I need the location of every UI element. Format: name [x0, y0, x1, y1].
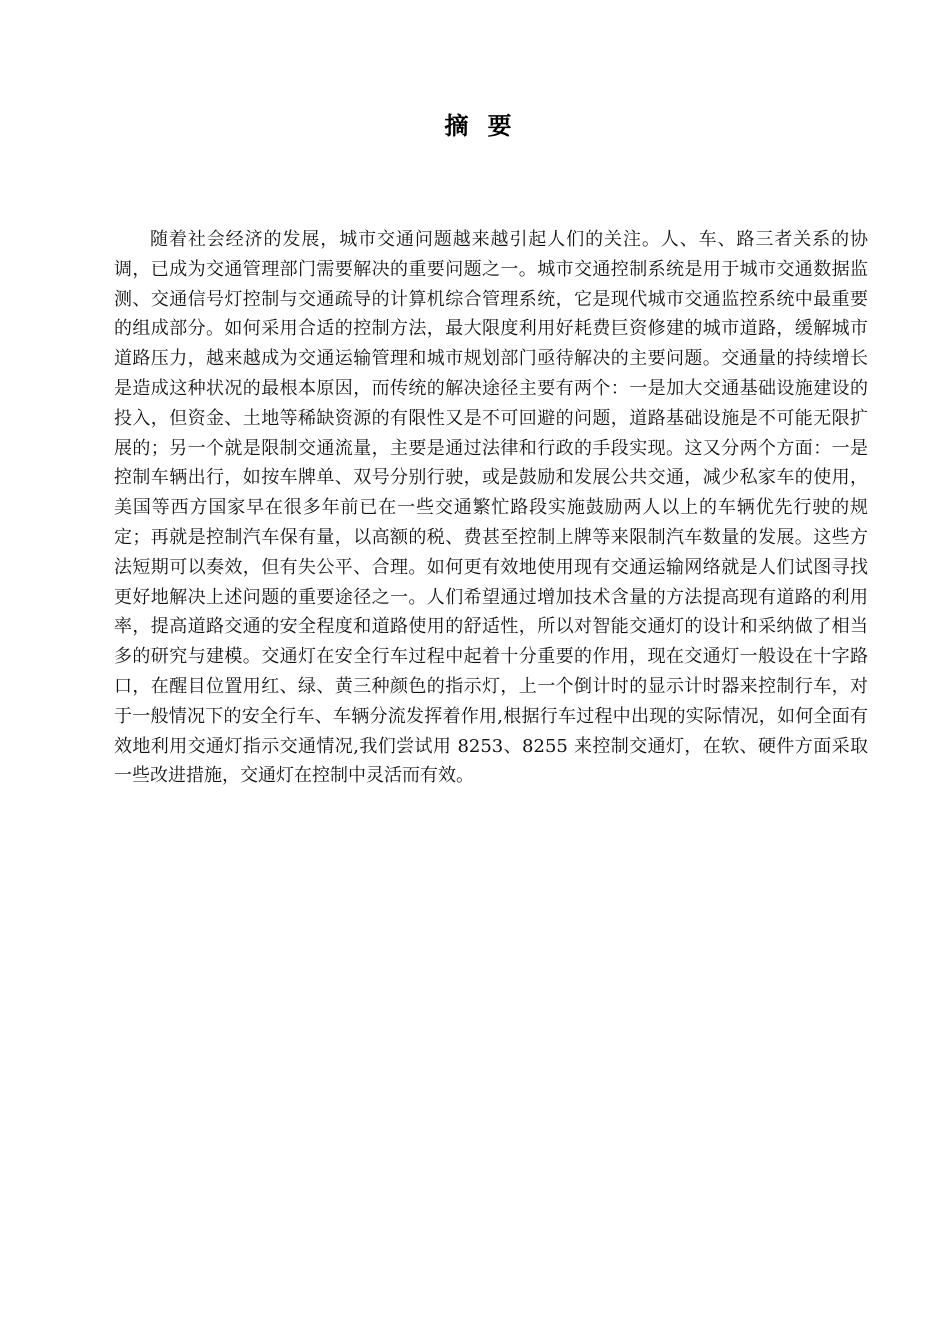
page-title: 摘要 [444, 112, 531, 140]
abstract-paragraph: 随着社会经济的发展，城市交通问题越来越引起人们的关注。人、车、路三者关系的协调，已成为交通管理部门需要解决的重要问题之一。城市交通控制系统是用于城市交通数据监测、交通信号灯控制与交通疏导的计算机综合管理系统，它是现代城市交通监控系统中最重要的组成部分。如何采用合适的控制方法，最大限度利用好耗费巨资修建的城市道路，缓解城市道路压力，越来越成为交通运输管理和城市规划部门亟待解决的主要问题。交通量的持续增长是造成这种状况的最根本原因，而传统的解决途径主要有两个：一是加大交通基础设施建设的投入，但资金、土地等稀缺资源的有限性又是不可回避的问题，道路基础设施是不可能无限扩展的；另一个就是限制交通流量，主要是通过法律和行政的手段实现。这又分两个方面：一是控制车辆出行，如按车牌单、双号分别行驶，或是鼓励和发展公共交通，减少私家车的使用，美国等西方国家早在很多年前已在一些交通繁忙路段实施鼓励两人以上的车辆优先行驶的规定；再就是控制汽车保有量，以高额的税、费甚至控制上牌等来限制汽车数量的发展。这些方法短期可以奏效，但有失公平、合理。如何更有效地使用现有交通运输网络就是人们试图寻找更好地解决上述问题的重要途径之一。人们希望通过增加技术含量的方法提高现有道路的利用率，提高道路交通的安全程度和道路使用的舒适性，所以对智能交通灯的设计和采纳做了相当多的研究与建模。交通灯在安全行车过程中起着十分重要的作用，现在交通灯一般设在十字路口，在醒目位置用红、绿、黄三种颜色的指示灯，上一个倒计时的显示计时器来控制行车，对于一般情况下的安全行车、车辆分流发挥着作用,根据行车过程中出现的实际情况，如何全面有效地利用交通灯指示交通情况,我们尝试用 8253、8255 来控制交通灯，在软、硬件方面采取一些改进措施，交通灯在控制中灵活而有效。 [114, 229, 868, 787]
